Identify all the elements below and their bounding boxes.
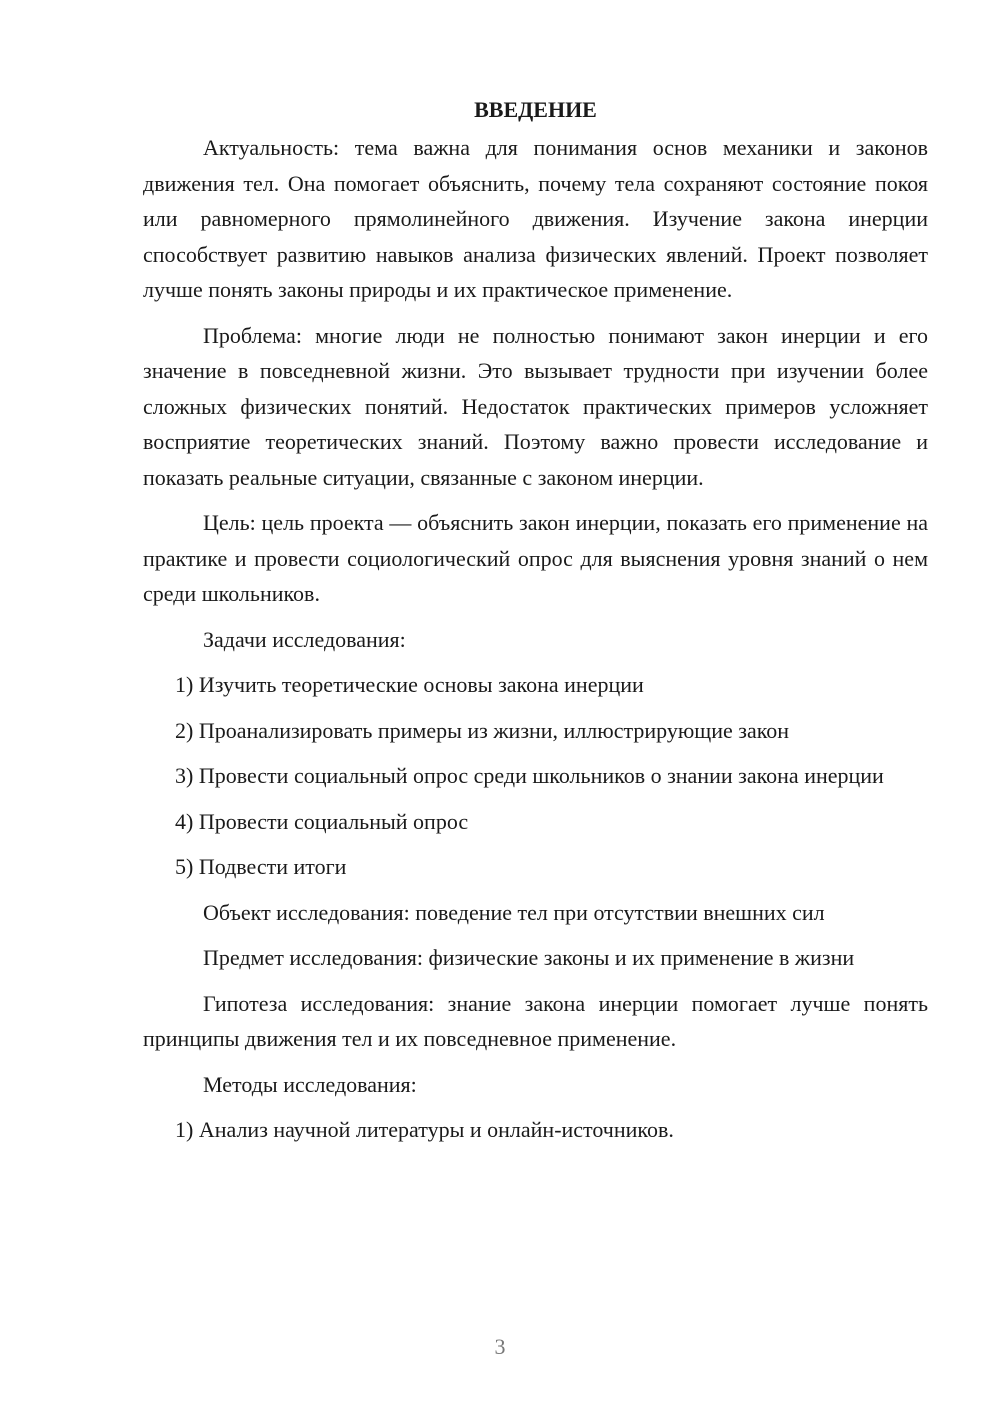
paragraph-object: Объект исследования: поведение тел при отсутствии внешних сил <box>203 899 825 925</box>
paragraph-relevance: Актуальность: тема важна для понимания основ механики и законов движения тел. Она помогает объяснить, почему тела сохраняют состояние покоя или равномерного прямолинейного движения. Изучение закона инерции способствует развитию навыков анализа физических явлений. Проект позволяет лучше понять законы природы и их практическое применение. <box>143 135 928 302</box>
paragraph-problem: Проблема: многие люди не полностью понимают закон инерции и его значение в повседневной жизни. Это вызывает трудности при изучении более сложных физических понятий. Недостаток практических примеров усложняет восприятие теоретических знаний. Поэтому важно провести исследование и показать реальные ситуации, связанные с законом инерции. <box>143 322 928 490</box>
paragraph-tasks-heading: Задачи исследования: <box>203 626 406 652</box>
method-item-1: 1) Анализ научной литературы и онлайн-источников. <box>175 1117 674 1142</box>
page-number: 3 <box>494 1334 506 1359</box>
paragraph-goal: Цель: цель проекта — объяснить закон инерции, показать его применение на практике и провести социологический опрос для выяснения уровня знаний о нем среди школьников. <box>143 510 928 606</box>
document-page <box>143 92 928 1158</box>
task-item-5: 5) Подвести итоги <box>175 854 347 879</box>
paragraph-methods-heading: Методы исследования: <box>203 1071 417 1097</box>
task-item-3: 3) Провести социальный опрос среди школьников о знании закона инерции <box>175 763 884 788</box>
task-item-4: 4) Провести социальный опрос <box>175 808 469 834</box>
paragraph-hypothesis: Гипотеза исследования: знание закона инерции помогает лучше понять принципы движения тел и их повседневное применение. <box>143 990 928 1051</box>
section-title: ВВЕДЕНИЕ <box>474 97 597 122</box>
paragraph-subject: Предмет исследования: физические законы и их применение в жизни <box>203 945 855 970</box>
task-item-2: 2) Проанализировать примеры из жизни, иллюстрирующие закон <box>175 717 790 743</box>
task-item-1: 1) Изучить теоретические основы закона инерции <box>175 672 644 697</box>
